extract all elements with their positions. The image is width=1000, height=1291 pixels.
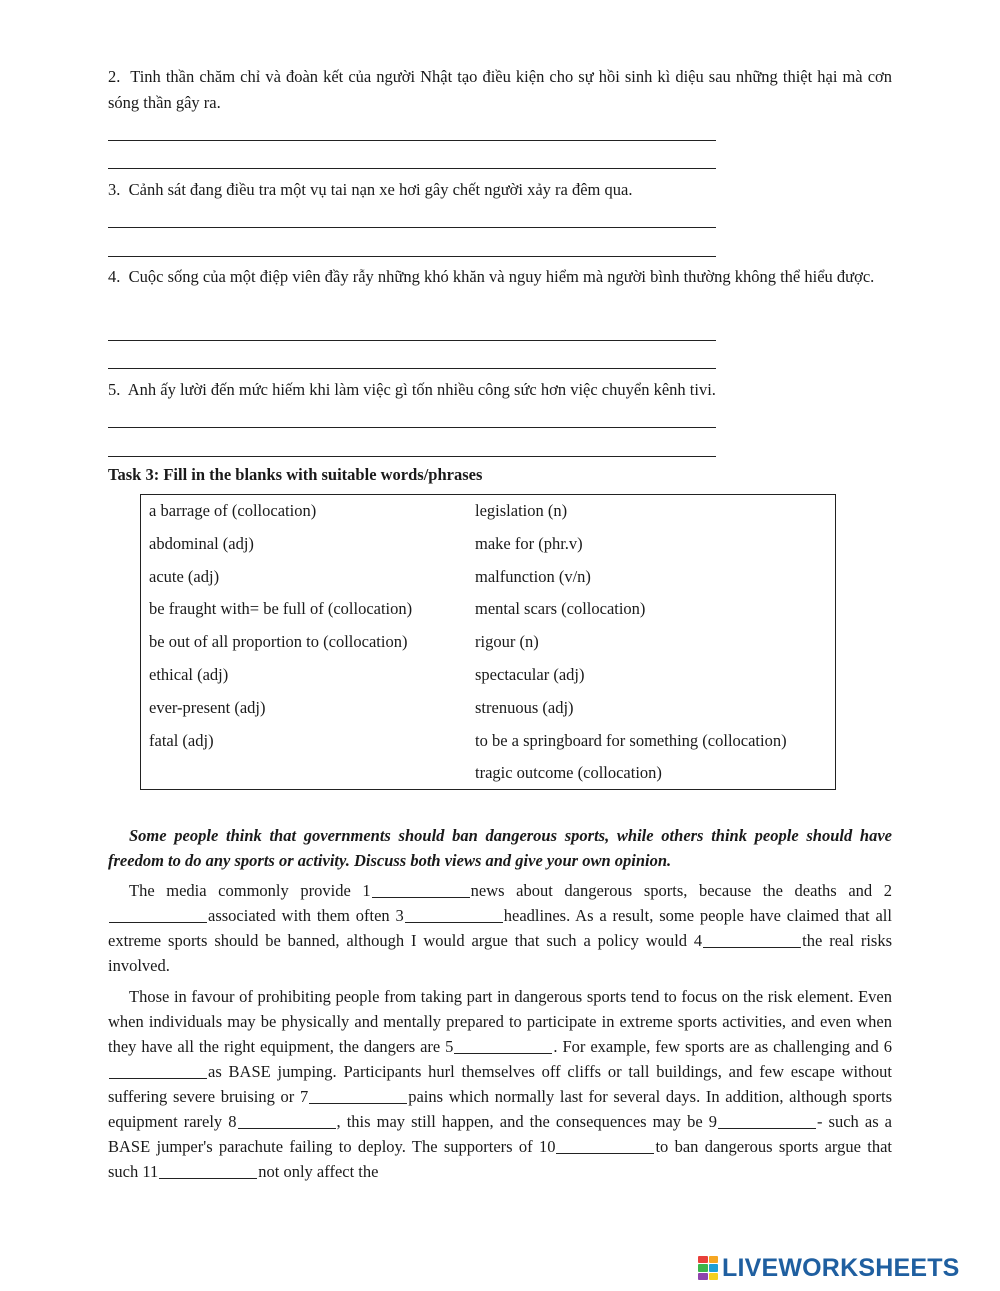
essay-text: . For example, few sports are as challenging and <box>553 1037 884 1056</box>
question-2 <box>108 64 892 116</box>
logo-text: LIVEWORKSHEETS <box>722 1253 960 1282</box>
answer-line[interactable] <box>108 427 716 428</box>
word-bank-item: be out of all proportion to (collocation) <box>149 632 408 652</box>
answer-line[interactable] <box>108 256 716 257</box>
blank-3-input[interactable] <box>405 906 503 924</box>
essay-text: , this may still happen, and the consequences may be <box>336 1112 709 1131</box>
word-bank-item: legislation (n) <box>475 501 568 520</box>
question-text: Tinh thần chăm chỉ và đoàn kết của người Nhật tạo điều kiện cho sự hồi sinh kì diệu sau những thiệt hại mà cơn sóng thần gây ra. <box>108 67 892 112</box>
essay-text: The media commonly provide <box>129 881 363 900</box>
essay-text: headlines. As a result, some people have claimed that all extreme sports should be banned, although I would argue that such a policy would <box>108 906 892 950</box>
task-3-title: Task 3: Fill in the blanks with suitable words/phrases <box>108 465 483 484</box>
essay-prompt: Some people think that governments should ban dangerous sports, while others think people should have freedom to do any sports or activity. Discuss both views and give your own opinion. <box>108 826 892 870</box>
question-5 <box>108 377 892 403</box>
blank-number: 7 <box>299 1087 309 1106</box>
blank-10-input[interactable] <box>556 1137 654 1155</box>
word-bank-item: abdominal (adj) <box>149 533 254 553</box>
blank-number: 2 <box>883 881 892 900</box>
word-bank-item: a barrage of (collocation) <box>149 501 317 520</box>
blank-5-input[interactable] <box>454 1037 552 1055</box>
word-bank-item: rigour (n) <box>475 632 539 652</box>
answer-line[interactable] <box>108 368 716 369</box>
essay-text: not only affect the <box>258 1162 379 1181</box>
blank-8-input[interactable] <box>238 1112 336 1130</box>
blank-1-input[interactable] <box>372 881 470 899</box>
blank-7-input[interactable] <box>309 1087 407 1105</box>
answer-line[interactable] <box>108 168 716 169</box>
word-bank-item: be fraught with= be full of (collocation) <box>149 599 413 619</box>
logo-tile <box>709 1264 719 1271</box>
word-bank-item: mental scars (collocation) <box>475 599 646 619</box>
blank-number: 8 <box>228 1112 237 1131</box>
question-text: Cảnh sát đang điều tra một vụ tai nạn xe hơi gây chết người xảy ra đêm qua. <box>128 180 633 199</box>
blank-2-input[interactable] <box>109 906 207 924</box>
logo-tile <box>709 1256 719 1263</box>
word-bank-item: strenuous (adj) <box>475 697 574 717</box>
answer-line[interactable] <box>108 456 716 457</box>
question-text: Cuộc sống của một điệp viên đầy rẫy những khó khăn và nguy hiểm mà người bình thường không thể hiểu được. <box>128 267 875 286</box>
word-bank-item: fatal (adj) <box>149 730 214 750</box>
blank-11-input[interactable] <box>159 1162 257 1180</box>
word-bank-item: to be a springboard for something (collocation) <box>475 730 787 750</box>
blank-number: 9 <box>708 1112 717 1131</box>
logo-tile <box>709 1273 719 1280</box>
essay-paragraph-1 <box>108 878 892 978</box>
blank-number: 11 <box>142 1162 159 1181</box>
blank-number: 6 <box>883 1037 892 1056</box>
question-number: 4. <box>108 267 121 286</box>
blank-6-input[interactable] <box>109 1062 207 1080</box>
logo-tile <box>698 1256 708 1263</box>
logo-tile <box>698 1264 708 1271</box>
essay-text: pains which normally last for several days. In addition, although sports equipment rarely <box>108 1087 893 1131</box>
word-bank-left-column <box>149 499 412 761</box>
answer-line[interactable] <box>108 340 716 341</box>
essay-text: news about dangerous sports, because the deaths and <box>470 881 884 900</box>
question-number: 5. <box>108 380 121 399</box>
question-number: 2. <box>108 67 121 86</box>
essay-text: Those in favour of prohibiting people from taking part in dangerous sports tend to focus on the risk element. Even when individuals may be physically and mentally prepared to participate in extreme sports activities, and even when they have all the right equipment, the dangers are <box>108 987 892 1056</box>
answer-line[interactable] <box>108 227 716 228</box>
blank-number: 1 <box>362 881 371 900</box>
word-bank-item: spectacular (adj) <box>475 664 585 684</box>
word-bank-item: ethical (adj) <box>149 664 229 684</box>
word-bank-item: tragic outcome (collocation) <box>475 763 662 783</box>
logo-tile <box>698 1273 708 1280</box>
essay-text: associated with them often <box>208 906 396 925</box>
essay-text: the real risks involved. <box>108 931 892 975</box>
question-number: 3. <box>108 180 121 199</box>
word-bank-right-column <box>475 499 787 794</box>
blank-4-input[interactable] <box>703 931 801 949</box>
essay-text: to ban dangerous sports argue that such <box>108 1137 892 1181</box>
blank-number: 4 <box>693 931 703 950</box>
essay-paragraph-2 <box>108 984 892 1184</box>
blank-9-input[interactable] <box>718 1112 816 1130</box>
word-bank-item: malfunction (v/n) <box>475 566 591 586</box>
question-3 <box>108 177 892 203</box>
blank-number: 10 <box>538 1137 556 1156</box>
liveworksheets-logo[interactable] <box>698 1254 960 1282</box>
logo-mark-icon <box>698 1256 718 1280</box>
essay-text: as BASE jumping. Participants hurl themselves off cliffs or tall buildings, and few escape without suffering severe bruising or <box>108 1062 892 1106</box>
question-text: Anh ấy lười đến mức hiếm khi làm việc gì tốn nhiều công sức hơn việc chuyển kênh tivi. <box>127 380 716 399</box>
blank-number: 5 <box>445 1037 454 1056</box>
essay-text: - such as a BASE jumper's parachute failing to deploy. The supporters of <box>108 1112 893 1156</box>
word-bank-item: acute (adj) <box>149 566 220 586</box>
word-bank-item: ever-present (adj) <box>149 697 266 717</box>
question-4 <box>108 264 892 290</box>
word-bank-box <box>140 494 836 790</box>
answer-line[interactable] <box>108 140 716 141</box>
blank-number: 3 <box>395 906 404 925</box>
word-bank-item: make for (phr.v) <box>475 533 583 553</box>
